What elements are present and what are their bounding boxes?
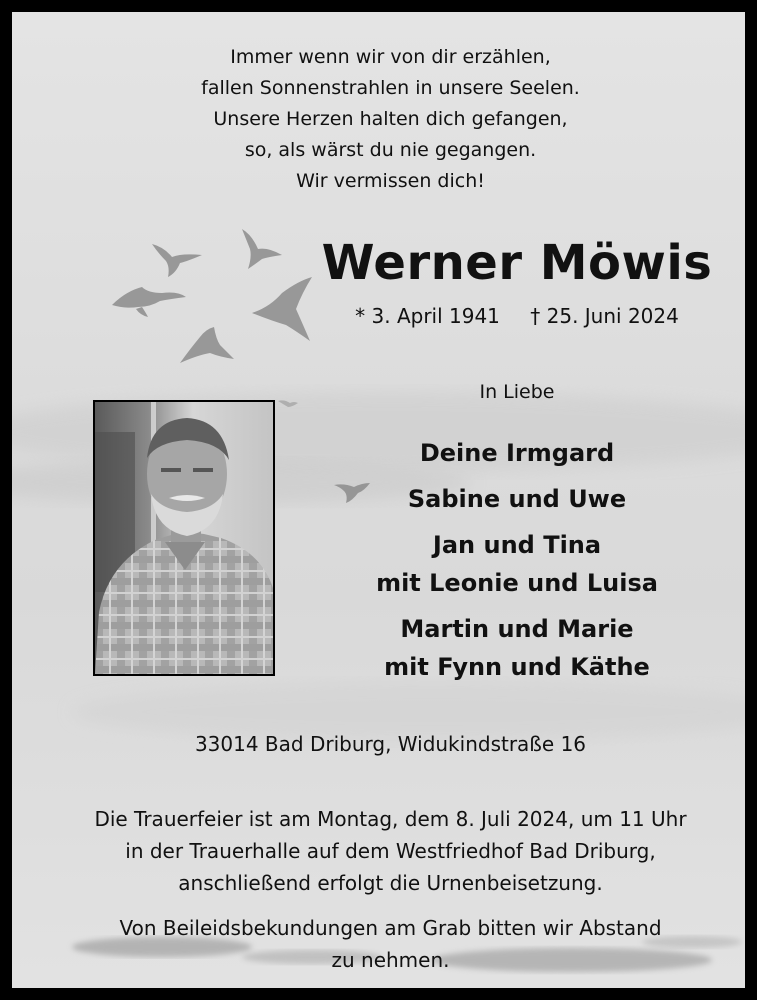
note-line: Von Beileidsbekundungen am Grab bitten wir Abstand xyxy=(119,916,662,940)
condolence-note xyxy=(12,912,757,976)
portrait-image xyxy=(95,402,273,674)
poem-line: Immer wenn wir von dir erzählen, xyxy=(230,46,551,68)
mourner-group xyxy=(312,434,722,472)
poem-line: Unsere Herzen halten dich gefangen, xyxy=(213,108,568,130)
mourners-list xyxy=(312,434,722,694)
mourner-group xyxy=(312,526,722,602)
mourner-line: mit Fynn und Käthe xyxy=(384,653,650,681)
mourners-intro: In Liebe xyxy=(479,381,555,403)
mourner-line: Jan und Tina xyxy=(432,531,602,559)
mourner-group xyxy=(312,480,722,518)
service-line: anschließend erfolgt die Urnenbeisetzung. xyxy=(178,871,603,895)
birth-date: * 3. April 1941 xyxy=(355,304,500,328)
poem-line: so, als wärst du nie gegangen. xyxy=(244,139,537,161)
mourner-group xyxy=(312,610,722,686)
funeral-service-info xyxy=(12,803,757,899)
mourner-line: Sabine und Uwe xyxy=(407,485,627,513)
portrait-photo xyxy=(93,400,275,676)
mourner-line: Martin und Marie xyxy=(400,615,634,643)
service-line: Die Trauerfeier ist am Montag, dem 8. Juli 2024, um 11 Uhr xyxy=(94,807,687,831)
poem-line: fallen Sonnenstrahlen in unsere Seelen. xyxy=(201,77,580,99)
mourner-line: mit Leonie und Luisa xyxy=(376,569,658,597)
life-dates xyxy=(312,302,722,330)
service-line: in der Trauerhalle auf dem Westfriedhof Bad Driburg, xyxy=(125,839,656,863)
note-line: zu nehmen. xyxy=(331,948,450,972)
poem xyxy=(12,42,757,197)
deceased-name: Werner Möwis xyxy=(321,235,713,291)
death-date: † 25. Juni 2024 xyxy=(530,304,679,328)
mourner-line: Deine Irmgard xyxy=(419,439,615,467)
poem-line: Wir vermissen dich! xyxy=(296,170,485,192)
address: 33014 Bad Driburg, Widukindstraße 16 xyxy=(194,732,587,756)
